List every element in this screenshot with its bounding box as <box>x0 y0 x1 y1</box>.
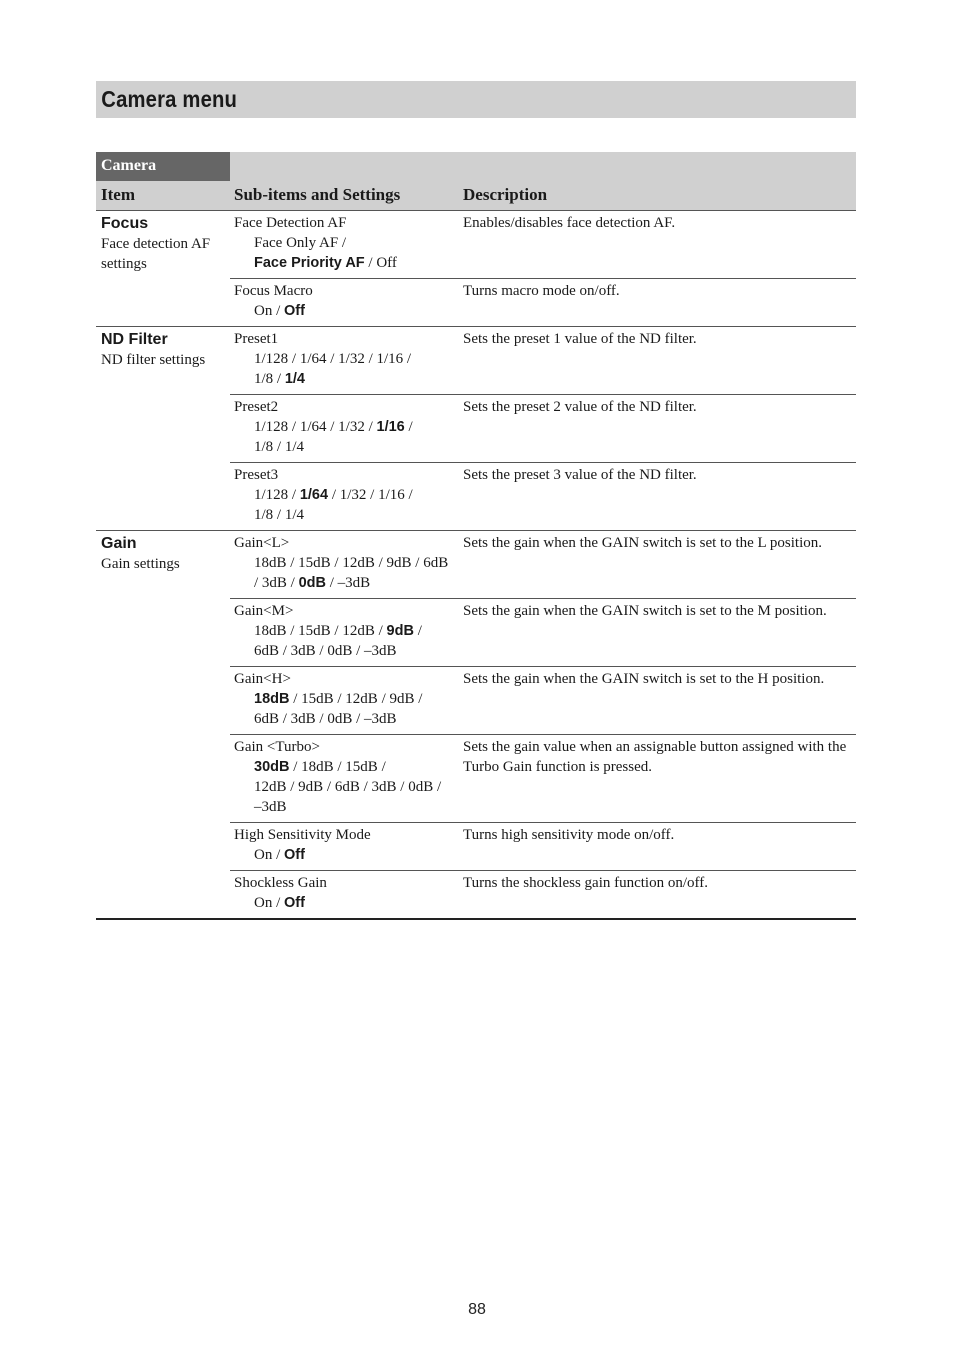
options: 1/128 / 1/64 / 1/32 / 1/16 / 1/8 / 1/4 <box>254 351 412 387</box>
header-description: Description <box>459 181 856 211</box>
sub-preset2 <box>230 395 459 463</box>
item-gain <box>96 531 230 920</box>
sub-gain-turbo <box>230 735 459 823</box>
sub-label: High Sensitivity Mode <box>234 827 371 843</box>
options: 1/128 / 1/64 / 1/32 / 1/16 / 1/8 / 1/4 <box>254 487 413 523</box>
description: Sets the preset 2 value of the ND filter. <box>459 395 856 463</box>
table-row <box>96 531 856 599</box>
sub-preset3 <box>230 463 459 531</box>
sub-label: Gain <Turbo> <box>234 739 320 755</box>
sub-shockless-gain <box>230 871 459 920</box>
options: On / Off <box>254 895 305 911</box>
category-label: Camera <box>96 152 230 181</box>
description: Turns high sensitivity mode on/off. <box>459 823 856 871</box>
page-title: Camera menu <box>101 86 238 112</box>
sub-label: Preset2 <box>234 399 279 415</box>
item-description: Gain settings <box>101 556 180 572</box>
description: Sets the gain when the GAIN switch is set to the H position. <box>459 667 856 735</box>
sub-gain-m <box>230 599 459 667</box>
description: Sets the gain when the GAIN switch is set to the M position. <box>459 599 856 667</box>
sub-focus-macro <box>230 279 459 327</box>
item-name: ND Filter <box>101 331 168 348</box>
sub-face-detection-af <box>230 211 459 279</box>
options: Face Only AF / Face Priority AF / Off <box>254 235 397 271</box>
description: Sets the preset 3 value of the ND filter. <box>459 463 856 531</box>
sub-label: Face Detection AF <box>234 215 347 231</box>
header-item: Item <box>96 181 230 211</box>
item-focus <box>96 211 230 327</box>
sub-label: Focus Macro <box>234 283 313 299</box>
table-row <box>96 327 856 395</box>
item-description: ND filter settings <box>101 352 206 368</box>
description: Turns the shockless gain function on/off. <box>459 871 856 920</box>
sub-label: Gain<H> <box>234 671 291 687</box>
description: Sets the gain value when an assignable button assigned with the Turbo Gain function is pressed. <box>459 735 856 823</box>
item-name: Focus <box>101 215 149 232</box>
sub-label: Gain<M> <box>234 603 294 619</box>
sub-preset1 <box>230 327 459 395</box>
sub-label: Preset3 <box>234 467 279 483</box>
description: Enables/disables face detection AF. <box>459 211 856 279</box>
header-sub-items: Sub-items and Settings <box>230 181 459 211</box>
options: 18dB / 15dB / 12dB / 9dB / 6dB / 3dB / 0dB / –3dB <box>254 691 423 727</box>
item-nd-filter <box>96 327 230 531</box>
sub-gain-l <box>230 531 459 599</box>
options: On / Off <box>254 303 305 319</box>
options: 18dB / 15dB / 12dB / 9dB / 6dB / 3dB / 0dB / –3dB <box>254 555 449 591</box>
camera-menu-table <box>96 152 856 920</box>
options: 30dB / 18dB / 15dB / 12dB / 9dB / 6dB / 3dB / 0dB / –3dB <box>254 759 442 815</box>
sub-label: Preset1 <box>234 331 279 347</box>
description: Sets the gain when the GAIN switch is set to the L position. <box>459 531 856 599</box>
options: 1/128 / 1/64 / 1/32 / 1/16 / 1/8 / 1/4 <box>254 419 413 455</box>
page-number: 88 <box>468 1301 486 1318</box>
description: Turns macro mode on/off. <box>459 279 856 327</box>
table-row <box>96 211 856 279</box>
category-row <box>96 152 856 181</box>
sub-label: Shockless Gain <box>234 875 327 891</box>
header-row <box>96 181 856 211</box>
sub-gain-h <box>230 667 459 735</box>
description: Sets the preset 1 value of the ND filter. <box>459 327 856 395</box>
options: On / Off <box>254 847 305 863</box>
item-description: Face detection AF settings <box>101 236 211 272</box>
sub-high-sensitivity-mode <box>230 823 459 871</box>
section-title-bar <box>96 81 856 118</box>
item-name: Gain <box>101 535 137 552</box>
sub-label: Gain<L> <box>234 535 290 551</box>
options: 18dB / 15dB / 12dB / 9dB / 6dB / 3dB / 0dB / –3dB <box>254 623 422 659</box>
